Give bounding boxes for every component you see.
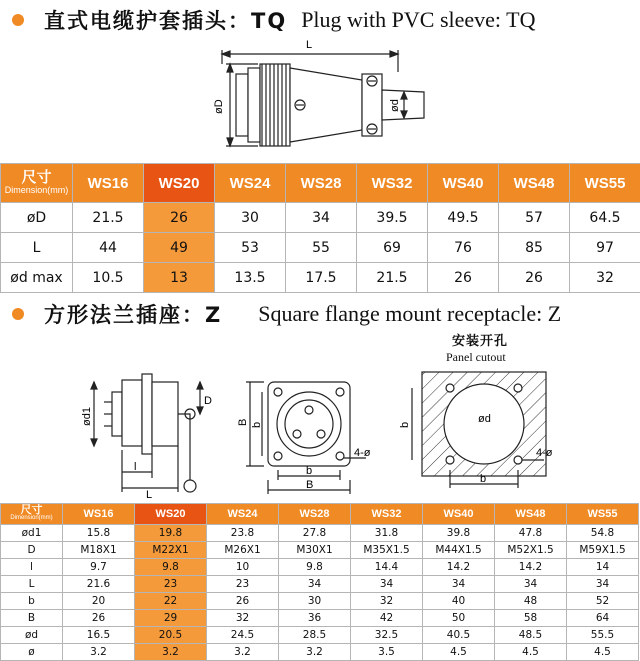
table-cell: 40.5 bbox=[423, 627, 495, 644]
dim-B-label: B bbox=[237, 419, 249, 426]
table-cell: 39.8 bbox=[423, 525, 495, 542]
column-header: WS48 bbox=[495, 504, 567, 525]
section1-title bbox=[0, 6, 535, 34]
table-cell: 3.2 bbox=[207, 644, 279, 661]
column-header: WS32 bbox=[351, 504, 423, 525]
cutout-hole-label: 4-ø bbox=[536, 447, 553, 459]
table-row bbox=[1, 593, 639, 610]
table-row bbox=[1, 559, 639, 576]
table-cell: 32 bbox=[570, 263, 640, 293]
table-cell: 23 bbox=[207, 576, 279, 593]
section2-title bbox=[0, 300, 561, 328]
table-cell: 34 bbox=[567, 576, 639, 593]
section2-title-en: Square flange mount receptacle: Z bbox=[258, 301, 561, 327]
table-cell-highlight: 29 bbox=[135, 610, 207, 627]
section1-title-cn: 直式电缆护套插头：TQ bbox=[44, 5, 287, 35]
table-cell: 34 bbox=[279, 576, 351, 593]
table-cell: 34 bbox=[423, 576, 495, 593]
table-cell: 76 bbox=[428, 233, 499, 263]
table-cell: 53 bbox=[215, 233, 286, 263]
receptacle-drawing bbox=[0, 330, 640, 500]
dim-d-label: ød bbox=[389, 99, 401, 112]
table-cell: 64 bbox=[567, 610, 639, 627]
dimension-header-cell bbox=[1, 504, 63, 525]
dim-B-bottom-label: B bbox=[306, 479, 313, 491]
dim-l-label: l bbox=[134, 461, 136, 473]
row-label: L bbox=[1, 576, 63, 593]
dim-b-bottom-label: b bbox=[306, 465, 312, 477]
table-cell: 4.5 bbox=[567, 644, 639, 661]
table-row bbox=[1, 542, 639, 559]
dimension-header-en: Dimension(mm) bbox=[1, 185, 72, 195]
table-cell: 3.2 bbox=[279, 644, 351, 661]
table-cell: 28.5 bbox=[279, 627, 351, 644]
row-label: ød1 bbox=[1, 525, 63, 542]
table-cell: 64.5 bbox=[570, 203, 640, 233]
table-cell: 58 bbox=[495, 610, 567, 627]
table-cell: 26 bbox=[499, 263, 570, 293]
dimension-header-cell bbox=[1, 164, 73, 203]
table-cell: 9.7 bbox=[63, 559, 135, 576]
table-cell: 16.5 bbox=[63, 627, 135, 644]
table-cell: M18X1 bbox=[63, 542, 135, 559]
table-cell-highlight: 26 bbox=[144, 203, 215, 233]
table-cell: 30 bbox=[215, 203, 286, 233]
table-cell: 48 bbox=[495, 593, 567, 610]
table-cell: 32 bbox=[351, 593, 423, 610]
cutout-b-bottom-label: b bbox=[480, 473, 486, 485]
row-label: D bbox=[1, 542, 63, 559]
column-header: WS55 bbox=[570, 164, 640, 203]
table-cell: 21.6 bbox=[63, 576, 135, 593]
table-cell-highlight: M22X1 bbox=[135, 542, 207, 559]
table-cell: 4.5 bbox=[423, 644, 495, 661]
dim-hole-label: 4-ø bbox=[354, 447, 371, 459]
table-row bbox=[1, 576, 639, 593]
column-header-highlight: WS20 bbox=[144, 164, 215, 203]
table-cell: 44 bbox=[73, 233, 144, 263]
table-header-row bbox=[1, 504, 639, 525]
table-cell: 57 bbox=[499, 203, 570, 233]
column-header: WS16 bbox=[63, 504, 135, 525]
row-label: B bbox=[1, 610, 63, 627]
table-cell: 30 bbox=[279, 593, 351, 610]
table-row bbox=[1, 644, 639, 661]
table-cell: 32.5 bbox=[351, 627, 423, 644]
table-cell-highlight: 20.5 bbox=[135, 627, 207, 644]
table-cell: 26 bbox=[207, 593, 279, 610]
table-cell-highlight: 23 bbox=[135, 576, 207, 593]
dim-b-label: b bbox=[251, 422, 263, 428]
table-cell: 34 bbox=[286, 203, 357, 233]
table-cell-highlight: 9.8 bbox=[135, 559, 207, 576]
receptacle-dimension-table bbox=[0, 503, 639, 661]
dimension-header-cn: 尺寸 bbox=[21, 504, 43, 516]
column-header-highlight: WS20 bbox=[135, 504, 207, 525]
row-label: b bbox=[1, 593, 63, 610]
table-row bbox=[1, 263, 640, 293]
table-cell: 14 bbox=[567, 559, 639, 576]
table-cell: 48.5 bbox=[495, 627, 567, 644]
table-cell: 49.5 bbox=[428, 203, 499, 233]
table-cell: 54.8 bbox=[567, 525, 639, 542]
table-cell: 42 bbox=[351, 610, 423, 627]
table-cell: 69 bbox=[357, 233, 428, 263]
table-cell: 14.2 bbox=[495, 559, 567, 576]
table-cell: 21.5 bbox=[73, 203, 144, 233]
table-cell: M35X1.5 bbox=[351, 542, 423, 559]
table-cell: 15.8 bbox=[63, 525, 135, 542]
row-label: ød bbox=[1, 627, 63, 644]
column-header: WS24 bbox=[207, 504, 279, 525]
table-cell: 14.2 bbox=[423, 559, 495, 576]
panel-cutout-title-cn: 安装开孔 bbox=[452, 330, 508, 349]
table-cell: 36 bbox=[279, 610, 351, 627]
table-cell: 24.5 bbox=[207, 627, 279, 644]
table-cell-highlight: 13 bbox=[144, 263, 215, 293]
table-cell-highlight: 19.8 bbox=[135, 525, 207, 542]
table-cell: 14.4 bbox=[351, 559, 423, 576]
column-header: WS16 bbox=[73, 164, 144, 203]
table-cell: 97 bbox=[570, 233, 640, 263]
plug-dimension-table bbox=[0, 163, 640, 293]
table-cell: 21.5 bbox=[357, 263, 428, 293]
table-cell: 31.8 bbox=[351, 525, 423, 542]
section1-title-en: Plug with PVC sleeve: TQ bbox=[301, 7, 535, 33]
table-cell: 39.5 bbox=[357, 203, 428, 233]
dim-L-label: L bbox=[146, 489, 152, 500]
table-row bbox=[1, 525, 639, 542]
table-cell: 9.8 bbox=[279, 559, 351, 576]
table-cell: 85 bbox=[499, 233, 570, 263]
column-header: WS28 bbox=[286, 164, 357, 203]
table-cell: 26 bbox=[428, 263, 499, 293]
panel-cutout-title-en: Panel cutout bbox=[446, 350, 506, 365]
table-row bbox=[1, 233, 640, 263]
dim-L-label: L bbox=[306, 39, 312, 51]
table-cell: 3.5 bbox=[351, 644, 423, 661]
cutout-b-left-label: b bbox=[399, 422, 411, 428]
table-header-row bbox=[1, 164, 640, 203]
table-cell: 34 bbox=[351, 576, 423, 593]
table-cell: 20 bbox=[63, 593, 135, 610]
plug-drawing bbox=[0, 34, 640, 160]
table-cell: 26 bbox=[63, 610, 135, 627]
table-cell: 55 bbox=[286, 233, 357, 263]
dim-d1-label: ød1 bbox=[81, 407, 93, 426]
dim-D-label: øD bbox=[213, 99, 225, 114]
bullet-dot-icon bbox=[12, 308, 24, 320]
row-label: øD bbox=[1, 203, 73, 233]
row-label: ø bbox=[1, 644, 63, 661]
table-cell-highlight: 22 bbox=[135, 593, 207, 610]
table-cell: 4.5 bbox=[495, 644, 567, 661]
column-header: WS55 bbox=[567, 504, 639, 525]
dimension-header-cn: 尺寸 bbox=[21, 169, 51, 186]
table-cell-highlight: 3.2 bbox=[135, 644, 207, 661]
bullet-dot-icon bbox=[12, 14, 24, 26]
table-cell: M59X1.5 bbox=[567, 542, 639, 559]
table-row bbox=[1, 627, 639, 644]
dimension-header-en: Dimension(mm) bbox=[1, 515, 62, 522]
dim-D-label: D bbox=[204, 395, 212, 407]
table-row bbox=[1, 610, 639, 627]
table-cell: M52X1.5 bbox=[495, 542, 567, 559]
table-cell: 34 bbox=[495, 576, 567, 593]
column-header: WS40 bbox=[428, 164, 499, 203]
column-header: WS48 bbox=[499, 164, 570, 203]
column-header: WS28 bbox=[279, 504, 351, 525]
row-label: ød max bbox=[1, 263, 73, 293]
table-cell: 40 bbox=[423, 593, 495, 610]
table-cell: 27.8 bbox=[279, 525, 351, 542]
table-cell: 17.5 bbox=[286, 263, 357, 293]
row-label: l bbox=[1, 559, 63, 576]
column-header: WS24 bbox=[215, 164, 286, 203]
table-cell: 10 bbox=[207, 559, 279, 576]
column-header: WS40 bbox=[423, 504, 495, 525]
table-cell: 55.5 bbox=[567, 627, 639, 644]
table-cell: 50 bbox=[423, 610, 495, 627]
table-cell: M44X1.5 bbox=[423, 542, 495, 559]
table-cell: M26X1 bbox=[207, 542, 279, 559]
column-header: WS32 bbox=[357, 164, 428, 203]
table-cell: 3.2 bbox=[63, 644, 135, 661]
table-cell: 32 bbox=[207, 610, 279, 627]
table-cell-highlight: 49 bbox=[144, 233, 215, 263]
section2-title-cn: 方形法兰插座：Z bbox=[44, 299, 222, 329]
table-cell: 52 bbox=[567, 593, 639, 610]
cutout-d-label: ød bbox=[478, 413, 491, 425]
table-row bbox=[1, 203, 640, 233]
table-cell: M30X1 bbox=[279, 542, 351, 559]
table-cell: 10.5 bbox=[73, 263, 144, 293]
table-cell: 23.8 bbox=[207, 525, 279, 542]
row-label: L bbox=[1, 233, 73, 263]
table-cell: 47.8 bbox=[495, 525, 567, 542]
table-cell: 13.5 bbox=[215, 263, 286, 293]
